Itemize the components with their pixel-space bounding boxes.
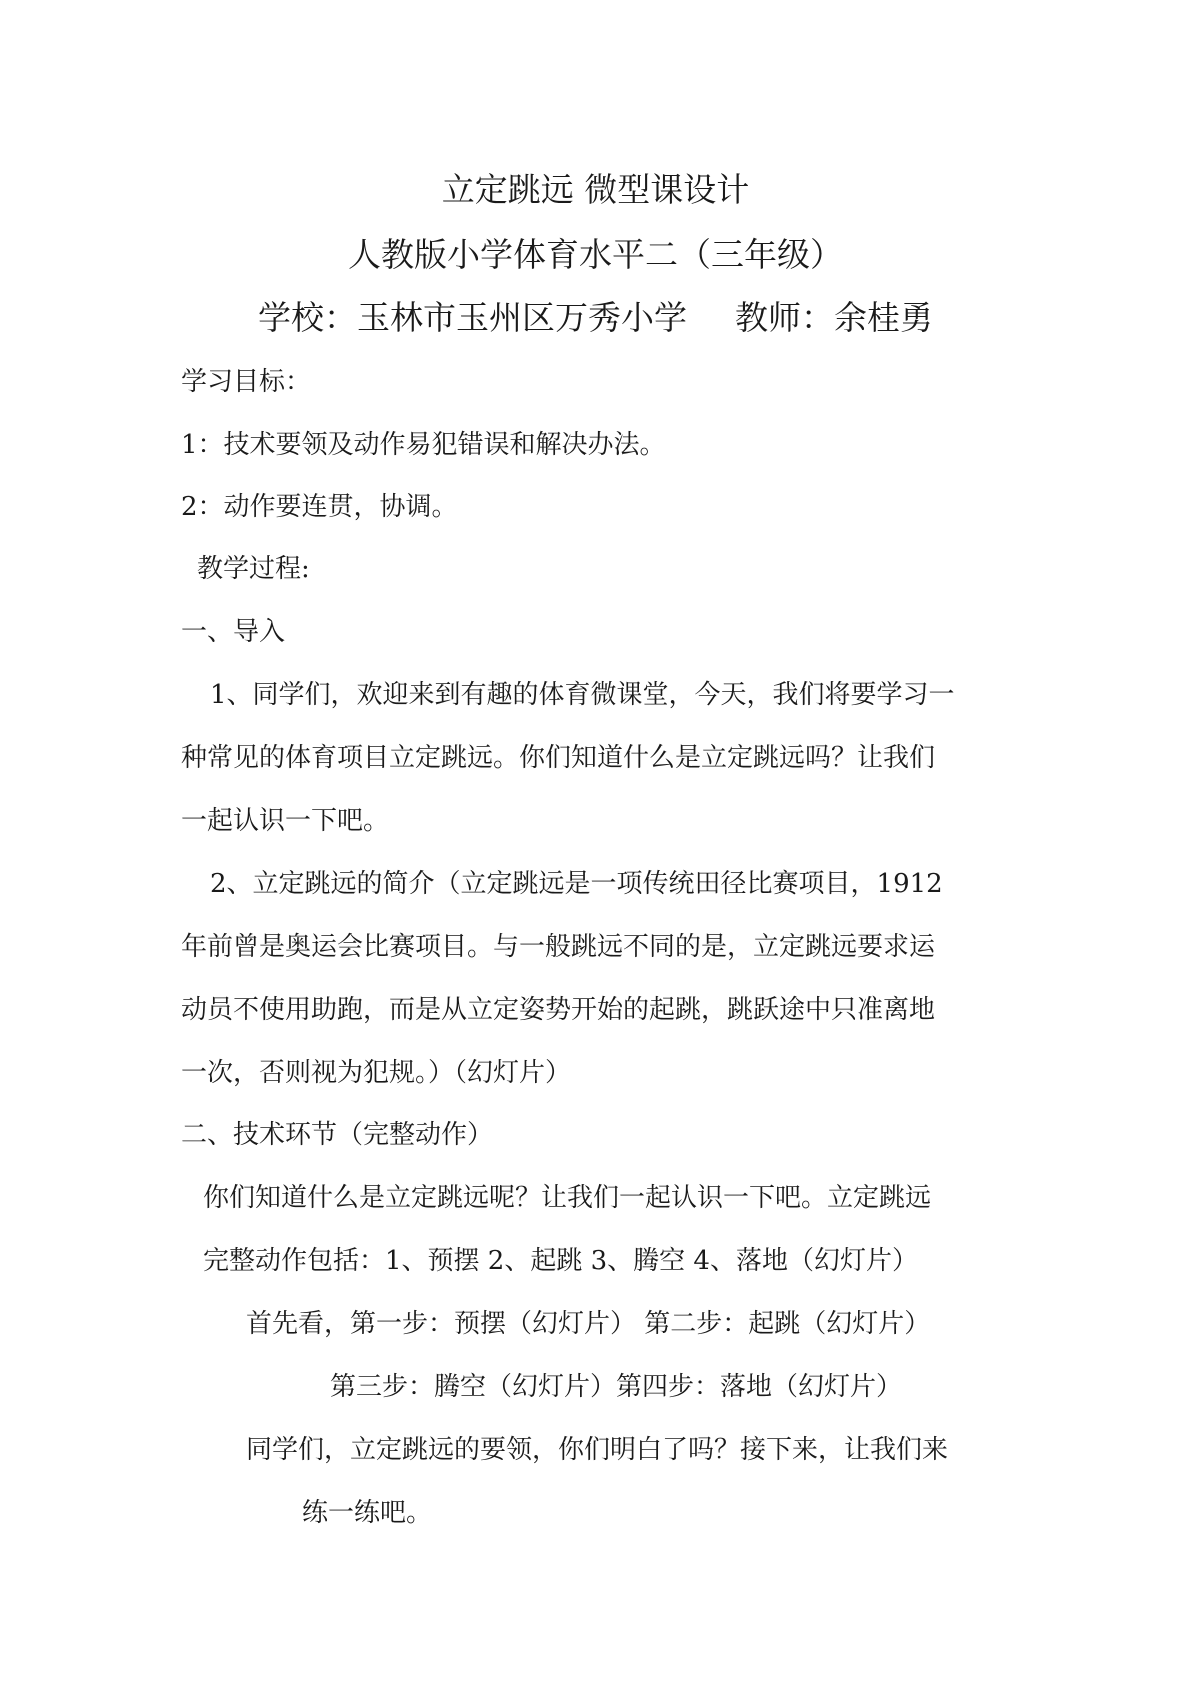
process-heading: 教学过程: (197, 554, 310, 584)
objective-1: 1：技术要领及动作易犯错误和解决办法。 (181, 430, 666, 460)
school-name: 学校：玉林市玉州区万秀小学 (258, 298, 687, 337)
school-teacher-line (0, 298, 1191, 338)
paragraph-4-line: 练一练吧。 (302, 1498, 433, 1528)
section-2-heading: 二、技术环节（完整动作） (181, 1120, 494, 1150)
steps-line: 第三步：腾空（幻灯片）第四步：落地（幻灯片） (330, 1372, 903, 1402)
section-1-heading: 一、导入 (181, 617, 286, 647)
paragraph-4-line: 同学们，立定跳远的要领，你们明白了吗？接下来，让我们来 (246, 1435, 949, 1465)
document-subtitle: 人教版小学体育水平二（三年级） (348, 235, 843, 274)
paragraph-2-line: 动员不使用助跑，而是从立定姿势开始的起跳，跳跃途中只准离地 (181, 995, 936, 1025)
paragraph-3-line: 完整动作包括：1、预摆 2、起跳 3、腾空 4、落地（幻灯片） (203, 1246, 918, 1276)
paragraph-3-line: 你们知道什么是立定跳远呢？让我们一起认识一下吧。立定跳远 (203, 1183, 932, 1213)
paragraph-2-line: 年前曾是奥运会比赛项目。与一般跳远不同的是，立定跳远要求运 (181, 932, 936, 962)
paragraph-1-line: 种常见的体育项目立定跳远。你们知道什么是立定跳远吗？让我们 (181, 743, 936, 773)
paragraph-2-line: 一次，否则视为犯规。）（幻灯片） (181, 1058, 572, 1088)
document-title: 立定跳远 微型课设计 (441, 170, 750, 209)
paragraph-2-line: 2、立定跳远的简介（立定跳远是一项传统田径比赛项目，1912 (210, 869, 943, 899)
teacher-name: 教师：余桂勇 (735, 298, 933, 337)
objectives-heading: 学习目标： (181, 367, 312, 397)
paragraph-1-line: 1、同学们，欢迎来到有趣的体育微课堂，今天，我们将要学习一 (210, 680, 955, 710)
objective-2: 2：动作要连贯，协调。 (181, 492, 458, 522)
paragraph-1-line: 一起认识一下吧。 (181, 806, 390, 836)
steps-line: 首先看，第一步：预摆（幻灯片） 第二步：起跳（幻灯片） (246, 1309, 931, 1339)
